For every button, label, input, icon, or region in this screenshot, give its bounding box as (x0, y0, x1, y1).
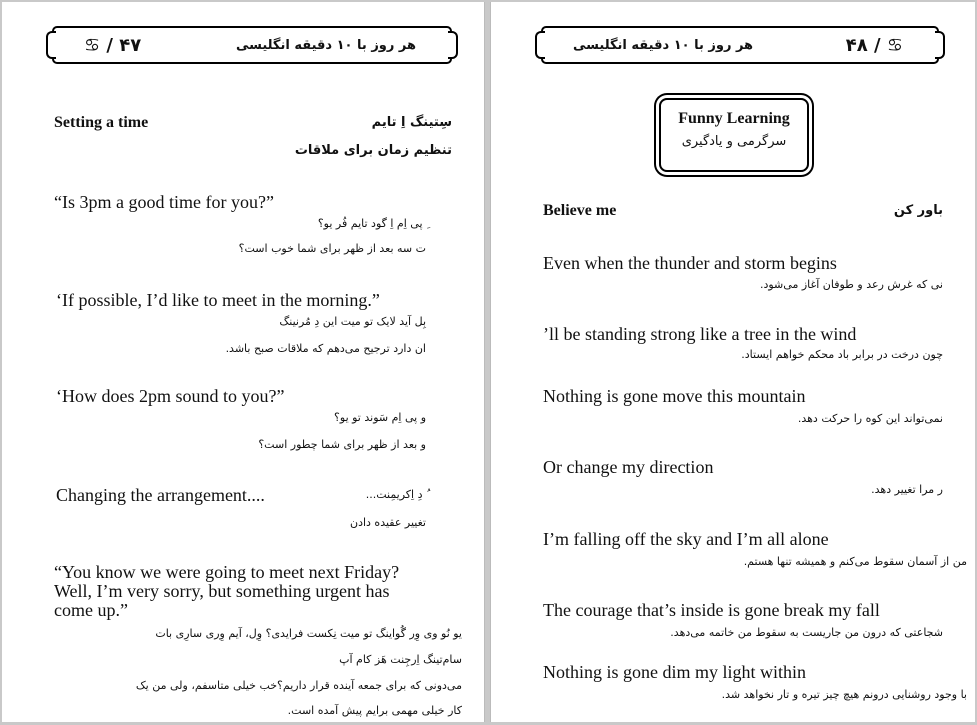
entry-1-fa: ت سه بعد از ظهر برای شما خوب است؟ (238, 242, 426, 255)
entry-4-en: Changing the arrangement.... (56, 485, 265, 505)
right-header-title: هر روز با ۱۰ دقیقه انگلیسی (573, 37, 754, 53)
left-header-title: هر روز با ۱۰ دقیقه انگلیسی (235, 37, 416, 53)
entry-3-en: ‘How does 2pm sound to you?” (56, 386, 285, 406)
left-page-header (52, 26, 452, 64)
left-page (2, 2, 485, 722)
entry-1-en: “Is 3pm a good time for you?” (54, 192, 274, 212)
entry-3-translit: و پی اِم سَوند تو یو؟ (334, 411, 426, 424)
entry-4-translit: ُ دِ اِکریمِنت... (365, 488, 426, 501)
right-page-header (541, 26, 939, 64)
lyric-5-en: I’m falling off the sky and I’m all alone (543, 529, 829, 549)
final-fa-line-2: کار خیلی مهمی برایم پیش آمده است. (287, 704, 462, 717)
lyric-5-fa: من از آسمان سقوط می‌کنم و همیشه تنها هستم. (743, 555, 967, 568)
lyric-4-en: Or change my direction (543, 457, 714, 477)
left-page-number: ۴۷ / ♋ (84, 34, 142, 56)
lyric-4-fa: ر مرا تغییر دهد. (871, 483, 943, 496)
final-fa-line-1: می‌دونی که برای جمعه آینده قرار داریم؟خب خیلی متاسفم، ولی من یک (135, 679, 462, 692)
final-translit-line-1: یو نُو وی وِر گُواینگ تو میت نِکست فرایدی؟ وِل، آیم وِری سارِی بات (155, 627, 462, 640)
final-translit-line-2: سام‌تینگ اِرجِنت هَز کام آپ (339, 653, 462, 666)
final-en-line-3: come up.” (54, 600, 128, 620)
section-title-translit: سِتینگ اِ تایم (371, 115, 452, 130)
lyric-2-fa: چون درخت در برابر باد محکم خواهم ایستاد. (741, 348, 943, 361)
entry-4-fa: تغییر عقیده دادن (350, 516, 426, 529)
final-en-line-2: Well, I’m very sorry, but something urgent has (54, 581, 390, 601)
lyric-3-fa: نمی‌تواند این کوه را حرکت دهد. (797, 412, 943, 425)
lyric-3-en: Nothing is gone move this mountain (543, 386, 806, 406)
entry-1-translit: ِ پی اِم اِ گود تایم فُر یو؟ (317, 217, 426, 230)
entry-2-fa: ان دارد ترجیح می‌دهم که ملاقات صبح باشد. (225, 342, 426, 355)
final-en-block (54, 563, 399, 620)
lyric-1-fa: نی که غرش رعد و طوفان آغاز می‌شود. (759, 278, 943, 291)
song-title-en: Believe me (543, 202, 617, 219)
entry-2-translit: بِل آید لایک تو میت این دِ مُرنینگ (279, 315, 426, 328)
lyric-1-en: Even when the thunder and storm begins (543, 253, 837, 273)
lyric-2-en: ’ll be standing strong like a tree in the wind (543, 324, 857, 344)
lyric-7-en: Nothing is gone dim my light within (543, 662, 807, 682)
final-en-line-1: “You know we were going to meet next Friday? (54, 562, 400, 582)
funny-learning-subtitle: سرگرمی و یادگیری (681, 134, 787, 149)
section-title-en: Setting a time (54, 114, 149, 131)
lyric-6-fa: شجاعتی که درون من جاریست به سقوط من خاتمه می‌دهد. (670, 626, 943, 639)
right-page (490, 2, 975, 722)
section-title-fa: تنظیم زمان برای ملاقات (294, 143, 452, 158)
funny-learning-box (659, 98, 809, 172)
entry-3-fa: و بعد از ظهر برای شما چطور است؟ (258, 438, 426, 451)
lyric-6-en: The courage that’s inside is gone break my fall (543, 600, 880, 620)
right-page-number: ♋ / ۴۸ (845, 34, 903, 56)
funny-learning-title: Funny Learning (678, 110, 790, 127)
song-title-fa: باور کن (893, 203, 943, 218)
lyric-7-fa: با وجود روشنایی درونم هیچ چیز تیره و تار نخواهد شد. (721, 688, 967, 701)
entry-2-en: ‘If possible, I’d like to meet in the morning.” (56, 290, 380, 310)
